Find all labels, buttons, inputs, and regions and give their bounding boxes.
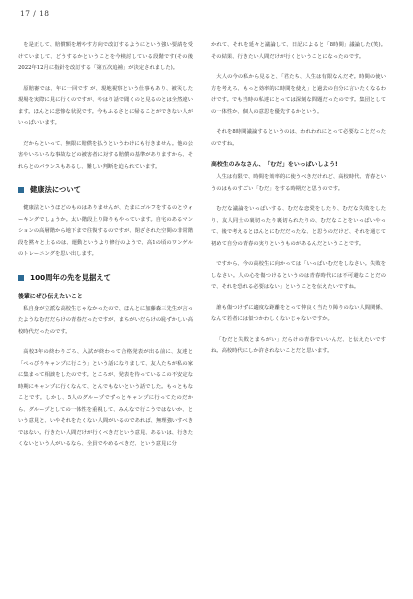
page-number: 17 / 18 <box>20 9 50 18</box>
paragraph: 健康法というほどのものはありませんが、たまにゴルフをするのとウォーキングでしょうか。太い階段上り降りもやっています。自宅のあるマンションの高層階から地下まで往復するのですが、閉ざされた空間の非常階段を黙々と上るのは、運動というより修行のようで、高1の頃のワンゲルのトレーニングを思い出します。 <box>18 205 193 257</box>
paragraph: かれて、それを延々と議論して、日記によると「8時間」議論した(笑)。その結果、行きたい人間だけが行くということになったのです。 <box>211 42 386 60</box>
paragraph: 原賠審では、年に一回です が、現地視察という仕事もあり、被災した現場を実際に見に行くのですが、やはり話で聞くのと見るのとは全然違います。ほんとに悲惨な状況です。今もふるさとに帰ることができない人がいっぱいいます。 <box>18 85 193 126</box>
paragraph: を是正して、賠償額を増やす方向で改訂するようにという強い要請を受けていまして、どうするかということを今検討している段階です(その後2022年12月に指針を改訂する「第五次追補」が決定されました)。 <box>18 42 193 71</box>
paragraph: 誰も傷つけずに適度な距離をとって仲良く当たり障りのない人間関係、なんて若者には似つかわしくないじゃないですか。 <box>211 304 386 322</box>
sub-heading: 後輩にぜひ伝えたいこと <box>18 293 83 300</box>
paragraph: 大人の今の私から見ると、「君たち、人生は有限なんだぞ。時間の使い方を考えろ、もっと効率的に時間を使え」と過去の自分に言いたくなるわけです。でも当時の私達にとっては深刻な問題だったのです。集団としての一体性か、個人の意思を優先するかという。 <box>211 74 386 115</box>
paragraph: だからといって、無限に賠償を払うというわけにも行きません。他の公害やいろいろな事故などの被害者に対する賠償の基準がありますから、それらとのバランスもあるし、難しい判断を迫られています。 <box>18 140 194 170</box>
paragraph: それを8時間議論するというのは、われわれにとって必要なことだったのですね。 <box>211 129 386 147</box>
paragraph: むだな議論をいっぱいする、むだな恋愛をしたり、むだな失敗をしたり、友人同士の裏切ったり裏切られたりの、むだなことをいっぱいやって、後で考えるとほんとにむだだったな、と思うのだけど、それを通じて初めて自分の青春の実りというものがあるんだということです。 <box>211 206 386 247</box>
left-column <box>18 40 193 460</box>
square-bullet-icon <box>18 275 24 281</box>
paragraph: 人生は有限で、時間を効率的に使うべきだけれど、高校時代、青春というのはものすごい「むだ」をする時期だと思うのです。 <box>211 174 386 192</box>
section-heading-health <box>18 185 193 195</box>
section-heading-text: 健康法について <box>30 185 81 194</box>
square-bullet-icon <box>18 187 24 193</box>
right-column <box>211 40 386 367</box>
paragraph: 「むだと失敗とまちがい」だらけの青春でいいんだ、と伝えたいですね。高校時代にしか許されないことだと思います。 <box>211 336 386 354</box>
section-heading-future <box>18 273 193 283</box>
paragraph: 高校3年の終わりごろ、入試が終わって合格発表が出る前に、友達と「ぺっぴりキャンプに行こう」という話になりまして、友人たちが私の家に集まって相談をしたのです。ところが、発表を待っているこの不安定な時期にキャンプに行くなんて、とんでもないという話でした。もっともなことです。しかし、5人のグループでずっとキャンプに行ってたのだから、グループとしての一体性を重視して、みんなで行こうではないか、という意見と、いやそれをたくない人間がいるのであれば、無理強いすべきではない。行きたい人間だけが行くべきだという意見、あるいは、行きたくないという人がいるなら、全員でやめるべきだ、という意見に分 <box>18 349 193 447</box>
paragraph: 私自身が立派な高校生じゃなかったので、ほんとに加藤森三先生が言ったようなむだだらけの青春だったですが、まちがいだらけの恥ずかしい高校時代だったのです。 <box>18 305 193 335</box>
sub-heading: 高校生のみなさん、「むだ」をいっぱいしよう! <box>211 162 338 168</box>
paragraph: ですから、今の高校生に向かっては「いっぱいむだをしなさい。失敗をしなさい。人の心を傷つけるというのは青春時代には不可避なことだので、それを恐れる必要はない」ということを伝えたいですね。 <box>211 261 386 290</box>
section-heading-text: 100周年の先を見据えて <box>30 272 111 282</box>
